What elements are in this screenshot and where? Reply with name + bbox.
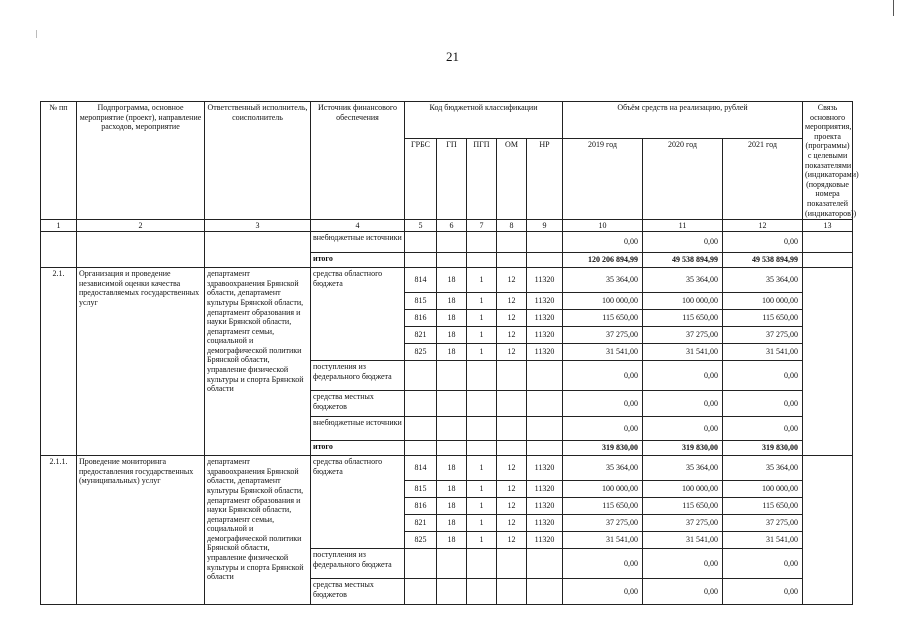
- code-nr: 11320: [527, 327, 563, 344]
- value-2020: 115 650,00: [643, 498, 723, 515]
- value-2021: 37 275,00: [723, 327, 803, 344]
- code-cell-empty: [497, 579, 527, 605]
- source-label: средства местных бюджетов: [311, 391, 405, 417]
- total-label: итого: [311, 253, 405, 268]
- code-cell-empty: [405, 361, 437, 391]
- header-code-grbs: ГРБС: [405, 138, 437, 219]
- regional-source-label: средства областного бюджета: [311, 268, 405, 361]
- value-2019: 0,00: [563, 549, 643, 579]
- code-gp: 18: [437, 498, 467, 515]
- code-cell-empty: [467, 361, 497, 391]
- header-num: № пп: [41, 102, 77, 220]
- header-code-nr: НР: [527, 138, 563, 219]
- code-pgp: 1: [467, 268, 497, 293]
- code-grbs: 825: [405, 532, 437, 549]
- code-om: 12: [497, 327, 527, 344]
- code-nr: 11320: [527, 532, 563, 549]
- code-grbs: 816: [405, 310, 437, 327]
- column-number: 4: [311, 220, 405, 232]
- code-pgp: 1: [467, 498, 497, 515]
- column-number: 12: [723, 220, 803, 232]
- value-2020: 0,00: [643, 417, 723, 441]
- value-2021: 0,00: [723, 579, 803, 605]
- code-pgp: 1: [467, 515, 497, 532]
- code-cell-empty: [467, 441, 497, 456]
- code-gp: 18: [437, 456, 467, 481]
- code-pgp: 1: [467, 481, 497, 498]
- code-nr: 11320: [527, 498, 563, 515]
- header-row: [41, 102, 853, 139]
- code-om: 12: [497, 268, 527, 293]
- value-2019: 0,00: [563, 391, 643, 417]
- value-2019: 37 275,00: [563, 515, 643, 532]
- column-number: 7: [467, 220, 497, 232]
- budget-table: [40, 101, 859, 605]
- value-2021: 0,00: [723, 361, 803, 391]
- link-cell-empty: [803, 253, 853, 268]
- value-2021: 0,00: [723, 391, 803, 417]
- code-cell-empty: [467, 549, 497, 579]
- section-title: Проведение мониторинга предоставления государственных (муниципальных) услуг: [77, 456, 205, 605]
- value-2021: 35 364,00: [723, 268, 803, 293]
- value-2020: 37 275,00: [643, 515, 723, 532]
- code-grbs: 821: [405, 515, 437, 532]
- value-2019: 31 541,00: [563, 532, 643, 549]
- column-number: 8: [497, 220, 527, 232]
- code-cell-empty: [527, 391, 563, 417]
- code-cell-empty: [467, 579, 497, 605]
- header-code-om: ОМ: [497, 138, 527, 219]
- code-cell-empty: [497, 391, 527, 417]
- code-gp: 18: [437, 532, 467, 549]
- code-cell-empty: [405, 441, 437, 456]
- section-number: 2.1.1.: [41, 456, 77, 605]
- column-number: 9: [527, 220, 563, 232]
- code-grbs: 821: [405, 327, 437, 344]
- value-2021: 37 275,00: [723, 515, 803, 532]
- code-cell-empty: [405, 579, 437, 605]
- header-year-2019: 2019 год: [563, 138, 643, 219]
- column-number: 5: [405, 220, 437, 232]
- code-nr: 11320: [527, 344, 563, 361]
- value-2020: 319 830,00: [643, 441, 723, 456]
- header-link: Связь основного мероприятия, проекта (программы) с целевыми показателями (индикаторами) (порядковые номера показателей (индикаторов)): [803, 102, 853, 220]
- header-budget-code: Код бюджетной классификации: [405, 102, 563, 139]
- code-cell-empty: [527, 417, 563, 441]
- executor-cell-empty: [205, 232, 311, 268]
- code-nr: 11320: [527, 293, 563, 310]
- continuation-row: [41, 232, 853, 253]
- source-label: поступления из федерального бюджета: [311, 549, 405, 579]
- source-label: внебюджетные источники: [311, 232, 405, 253]
- value-2021: 35 364,00: [723, 456, 803, 481]
- value-2019: 31 541,00: [563, 344, 643, 361]
- header-year-2020: 2020 год: [643, 138, 723, 219]
- header-code-pgp: ПГП: [467, 138, 497, 219]
- value-2020: 49 538 894,99: [643, 253, 723, 268]
- value-2020: 31 541,00: [643, 344, 723, 361]
- column-number: 3: [205, 220, 311, 232]
- code-cell-empty: [527, 579, 563, 605]
- header-code-gp: ГП: [437, 138, 467, 219]
- subprogram-cell-empty: [77, 232, 205, 268]
- code-cell-empty: [437, 253, 467, 268]
- code-om: 12: [497, 481, 527, 498]
- code-cell-empty: [405, 549, 437, 579]
- header-volume: Объём средств на реализацию, рублей: [563, 102, 803, 139]
- code-pgp: 1: [467, 344, 497, 361]
- value-2020: 0,00: [643, 549, 723, 579]
- code-cell-empty: [437, 579, 467, 605]
- value-2021: 31 541,00: [723, 532, 803, 549]
- link-cell-empty: [803, 268, 853, 456]
- code-cell-empty: [497, 549, 527, 579]
- value-2021: 49 538 894,99: [723, 253, 803, 268]
- value-2020: 35 364,00: [643, 268, 723, 293]
- code-cell-empty: [405, 417, 437, 441]
- code-cell-empty: [467, 253, 497, 268]
- section-executor: департамент здравоохранения Брянской области, департамент культуры Брянской области, департамент образования и науки Брянской области, департамент семьи, социальной и демографической политики Брянской области, управление физической культуры и спорта Брянской области: [205, 456, 311, 605]
- value-2019: 100 000,00: [563, 293, 643, 310]
- value-2021: 319 830,00: [723, 441, 803, 456]
- value-2019: 120 206 894,99: [563, 253, 643, 268]
- source-label: поступления из федерального бюджета: [311, 361, 405, 391]
- value-2019: 37 275,00: [563, 327, 643, 344]
- section-number: 2.1.: [41, 268, 77, 456]
- column-number: 10: [563, 220, 643, 232]
- value-2019: 115 650,00: [563, 310, 643, 327]
- code-row: [41, 268, 853, 293]
- value-2019: 115 650,00: [563, 498, 643, 515]
- column-number: 13: [803, 220, 853, 232]
- column-number: 1: [41, 220, 77, 232]
- value-2021: 115 650,00: [723, 498, 803, 515]
- value-2020: 0,00: [643, 361, 723, 391]
- code-cell-empty: [497, 253, 527, 268]
- code-om: 12: [497, 344, 527, 361]
- value-2021: 0,00: [723, 417, 803, 441]
- code-cell-empty: [437, 391, 467, 417]
- code-gp: 18: [437, 293, 467, 310]
- code-cell-empty: [437, 441, 467, 456]
- code-cell-empty: [527, 232, 563, 253]
- value-2021: 100 000,00: [723, 293, 803, 310]
- column-number: 6: [437, 220, 467, 232]
- code-cell-empty: [497, 441, 527, 456]
- code-cell-empty: [405, 391, 437, 417]
- code-gp: 18: [437, 310, 467, 327]
- code-grbs: 816: [405, 498, 437, 515]
- header-executor: Ответственный исполнитель, соисполнитель: [205, 102, 311, 220]
- value-2020: 0,00: [643, 232, 723, 253]
- header-source: Источник финансового обеспечения: [311, 102, 405, 220]
- code-nr: 11320: [527, 268, 563, 293]
- code-cell-empty: [527, 361, 563, 391]
- source-label: средства местных бюджетов: [311, 579, 405, 605]
- scan-edge-mark: [893, 0, 894, 16]
- table-body: [41, 102, 859, 605]
- value-2021: 0,00: [723, 549, 803, 579]
- code-cell-empty: [497, 417, 527, 441]
- code-om: 12: [497, 293, 527, 310]
- value-2019: 100 000,00: [563, 481, 643, 498]
- section-executor: департамент здравоохранения Брянской области, департамент культуры Брянской области, департамент образования и науки Брянской области, департамент семьи, социальной и демографической политики Брянской области, управление физической культуры и спорта Брянской области: [205, 268, 311, 456]
- value-2020: 115 650,00: [643, 310, 723, 327]
- column-number: 11: [643, 220, 723, 232]
- code-nr: 11320: [527, 456, 563, 481]
- column-number: 2: [77, 220, 205, 232]
- regional-source-label: средства областного бюджета: [311, 456, 405, 549]
- code-nr: 11320: [527, 515, 563, 532]
- value-2021: 115 650,00: [723, 310, 803, 327]
- column-number-row: [41, 220, 853, 232]
- code-gp: 18: [437, 515, 467, 532]
- code-gp: 18: [437, 327, 467, 344]
- code-pgp: 1: [467, 293, 497, 310]
- code-grbs: 825: [405, 344, 437, 361]
- code-cell-empty: [527, 549, 563, 579]
- link-cell-empty: [803, 232, 853, 253]
- code-cell-empty: [527, 253, 563, 268]
- section-title: Организация и проведение независимой оценки качества предоставляемых государственных услуг: [77, 268, 205, 456]
- value-2020: 31 541,00: [643, 532, 723, 549]
- value-2019: 0,00: [563, 579, 643, 605]
- value-2020: 0,00: [643, 391, 723, 417]
- code-cell-empty: [437, 232, 467, 253]
- value-2019: 0,00: [563, 417, 643, 441]
- code-pgp: 1: [467, 327, 497, 344]
- code-om: 12: [497, 515, 527, 532]
- code-pgp: 1: [467, 310, 497, 327]
- value-2019: 319 830,00: [563, 441, 643, 456]
- code-cell-empty: [437, 549, 467, 579]
- scan-tick-mark: [36, 30, 37, 38]
- code-om: 12: [497, 456, 527, 481]
- value-2019: 35 364,00: [563, 456, 643, 481]
- value-2019: 35 364,00: [563, 268, 643, 293]
- code-om: 12: [497, 532, 527, 549]
- code-grbs: 814: [405, 268, 437, 293]
- value-2020: 35 364,00: [643, 456, 723, 481]
- code-pgp: 1: [467, 456, 497, 481]
- code-cell-empty: [467, 232, 497, 253]
- link-cell-empty: [803, 456, 853, 605]
- code-cell-empty: [467, 391, 497, 417]
- code-cell-empty: [437, 361, 467, 391]
- value-2020: 0,00: [643, 579, 723, 605]
- code-cell-empty: [467, 417, 497, 441]
- num-cell-empty: [41, 232, 77, 268]
- code-cell-empty: [405, 232, 437, 253]
- page-number: 21: [446, 49, 459, 64]
- value-2019: 0,00: [563, 361, 643, 391]
- source-label: внебюджетные источники: [311, 417, 405, 441]
- code-gp: 18: [437, 268, 467, 293]
- code-grbs: 815: [405, 481, 437, 498]
- code-grbs: 815: [405, 293, 437, 310]
- code-row: [41, 456, 853, 481]
- code-cell-empty: [437, 417, 467, 441]
- code-nr: 11320: [527, 310, 563, 327]
- value-2020: 37 275,00: [643, 327, 723, 344]
- code-cell-empty: [497, 232, 527, 253]
- header-subprogram: Подпрограмма, основное мероприятие (проект), направление расходов, мероприятие: [77, 102, 205, 220]
- code-cell-empty: [497, 361, 527, 391]
- code-gp: 18: [437, 481, 467, 498]
- code-cell-empty: [527, 441, 563, 456]
- value-2020: 100 000,00: [643, 481, 723, 498]
- code-pgp: 1: [467, 532, 497, 549]
- total-label: итого: [311, 441, 405, 456]
- code-om: 12: [497, 310, 527, 327]
- header-year-2021: 2021 год: [723, 138, 803, 219]
- code-gp: 18: [437, 344, 467, 361]
- value-2021: 0,00: [723, 232, 803, 253]
- value-2021: 31 541,00: [723, 344, 803, 361]
- code-nr: 11320: [527, 481, 563, 498]
- code-om: 12: [497, 498, 527, 515]
- code-grbs: 814: [405, 456, 437, 481]
- code-cell-empty: [405, 253, 437, 268]
- value-2020: 100 000,00: [643, 293, 723, 310]
- value-2019: 0,00: [563, 232, 643, 253]
- value-2021: 100 000,00: [723, 481, 803, 498]
